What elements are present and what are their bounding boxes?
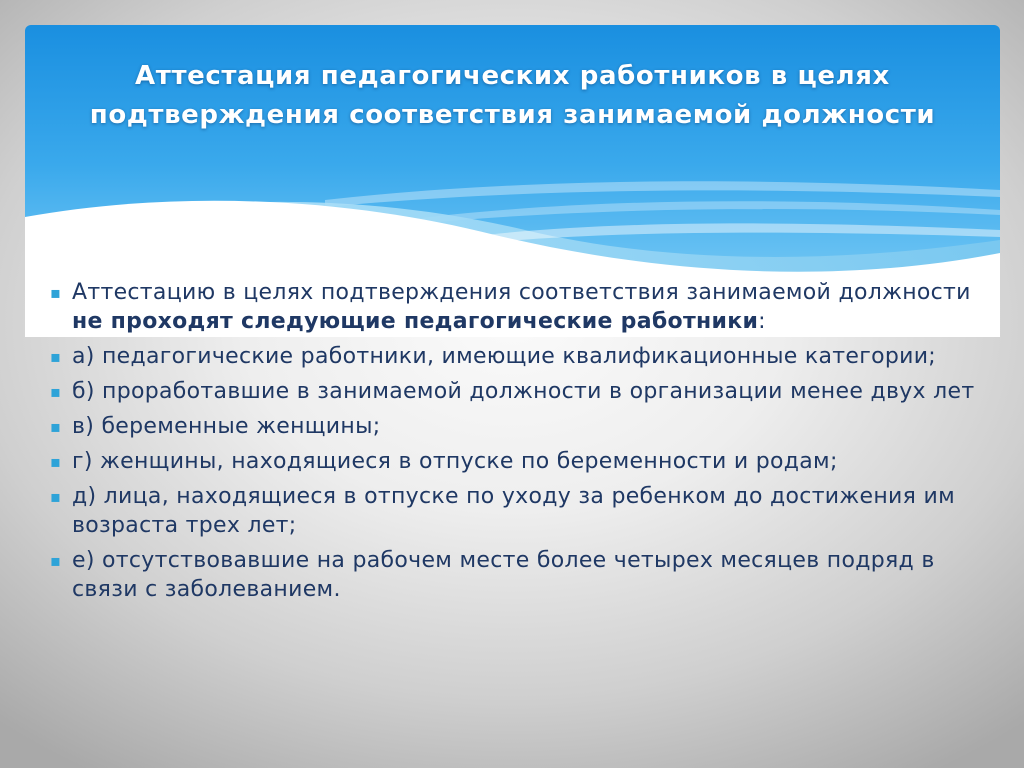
bullet-list [48, 278, 988, 610]
list-item [48, 412, 988, 441]
list-item [48, 447, 988, 476]
list-item [48, 482, 988, 540]
square-bullet-icon: ▪ [50, 382, 62, 401]
list-item-text: в) беременные женщины; [72, 414, 381, 439]
list-item-text: д) лица, находящиеся в отпуске по уходу за ребенком до достижения им возраста трех лет; [72, 484, 955, 538]
intro-text: Аттестацию в целях подтверждения соответствия занимаемой должности [72, 280, 971, 305]
square-bullet-icon: ▪ [50, 347, 62, 366]
slide-title: Аттестация педагогических работников в целях подтверждения соответствия занимаемой должности [89, 61, 936, 130]
intro-colon: : [758, 309, 766, 334]
list-item-text: б) проработавшие в занимаемой должности в организации менее двух лет [72, 379, 975, 404]
list-item-text: е) отсутствовавшие на рабочем месте более четырех месяцев подряд в связи с заболеванием. [72, 548, 935, 602]
list-item-text: а) педагогические работники, имеющие квалификационные категории; [72, 344, 937, 369]
square-bullet-icon: ▪ [50, 487, 62, 506]
list-item-intro [48, 278, 988, 336]
square-bullet-icon: ▪ [50, 452, 62, 471]
square-bullet-icon: ▪ [50, 551, 62, 570]
intro-emphasis: не проходят следующие педагогические работники [72, 309, 759, 334]
list-item [48, 546, 988, 604]
list-item [48, 342, 988, 371]
list-item-text: г) женщины, находящиеся в отпуске по беременности и родам; [72, 449, 838, 474]
square-bullet-icon: ▪ [50, 417, 62, 436]
square-bullet-icon: ▪ [50, 283, 62, 302]
list-item [48, 377, 988, 406]
